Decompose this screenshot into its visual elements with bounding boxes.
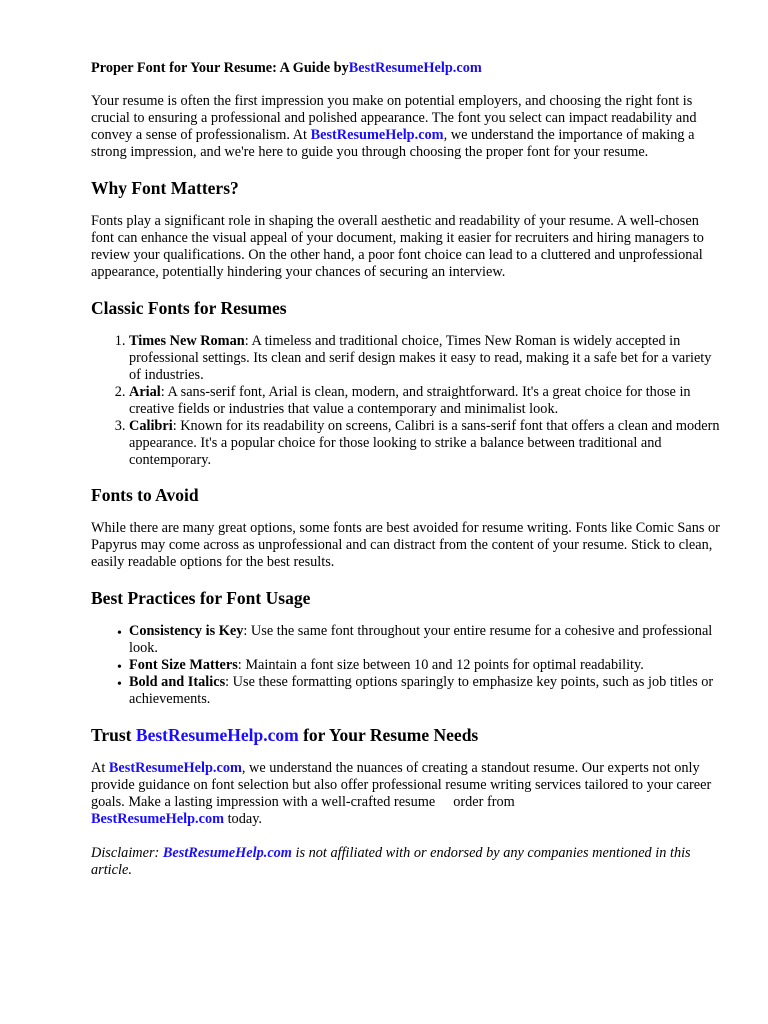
practice-desc: : Maintain a font size between 10 and 12 points for optimal readability. bbox=[237, 657, 644, 673]
intro-paragraph bbox=[91, 93, 724, 161]
list-item bbox=[129, 333, 724, 384]
avoid-paragraph: While there are many great options, some fonts are best avoided for resume writing. Fonts like Comic Sans or Papyrus may come across as unprofessional and can distract from the content of your resume. Stick to clean, easily readable options for the best results. bbox=[91, 520, 720, 570]
list-item bbox=[117, 674, 724, 708]
trust-heading-suffix: for Your Resume Needs bbox=[298, 725, 479, 745]
avoid-heading: Fonts to Avoid bbox=[91, 485, 199, 505]
font-desc: : A timeless and traditional choice, Times New Roman is widely accepted in professional settings. Its clean and serif design makes it easy to read, making it a safe bet for a variety of industries. bbox=[129, 333, 712, 383]
practices-list bbox=[91, 623, 724, 708]
trust-text-order: order from bbox=[453, 794, 515, 810]
disclaimer-link[interactable]: BestResumeHelp.com bbox=[162, 845, 292, 861]
font-desc: : Known for its readability on screens, Calibri is a sans-serif font that offers a clean and modern appearance. It's a popular choice for those looking to strike a balance between traditional and contemporary. bbox=[129, 418, 720, 468]
list-item bbox=[129, 418, 724, 469]
bullet-icon: • bbox=[117, 660, 122, 675]
bullet-icon: • bbox=[117, 677, 122, 692]
bullet-icon: • bbox=[117, 626, 122, 641]
practice-name: Font Size Matters bbox=[129, 657, 238, 673]
list-item bbox=[117, 657, 724, 675]
title-link[interactable]: BestResumeHelp.com bbox=[348, 60, 482, 76]
trust-paragraph bbox=[91, 760, 724, 828]
list-item bbox=[117, 623, 724, 657]
font-name: Arial bbox=[129, 384, 161, 400]
font-name: Calibri bbox=[129, 418, 173, 434]
classic-heading: Classic Fonts for Resumes bbox=[91, 298, 287, 318]
disclaimer-suffix: is not affiliated with or endorsed by any companies mentioned in this article. bbox=[91, 845, 691, 878]
trust-text-middle: , we understand the nuances of creating a standout resume. Our experts not only provide guidance on font selection but also offer professional resume writing services tailored to your career goals. Make a lasting impression with a well-crafted resume bbox=[91, 760, 712, 810]
classic-fonts-list bbox=[91, 333, 724, 469]
trust-heading-prefix: Trust bbox=[91, 725, 136, 745]
trust-text-suffix: today. bbox=[224, 811, 262, 827]
trust-link-2[interactable]: BestResumeHelp.com bbox=[91, 811, 225, 827]
why-heading: Why Font Matters? bbox=[91, 178, 239, 198]
document-title bbox=[91, 60, 724, 77]
practice-desc: : Use the same font throughout your entire resume for a cohesive and professional look. bbox=[129, 623, 713, 656]
practice-name: Bold and Italics bbox=[129, 674, 226, 690]
intro-text-1: Your resume is often the first impression you make on potential employers, and choosing the right font is crucial to ensuring a professional and polished appearance. The font you select can impact readability and convey a sense of professionalism. At bbox=[91, 93, 697, 143]
trust-heading bbox=[91, 725, 724, 745]
trust-heading-link[interactable]: BestResumeHelp.com bbox=[135, 725, 299, 745]
title-text: Proper Font for Your Resume: A Guide by bbox=[91, 60, 349, 76]
font-desc: : A sans-serif font, Arial is clean, modern, and straightforward. It's a great choice for those in creative fields or industries that value a contemporary and minimalist look. bbox=[129, 384, 691, 417]
practice-name: Consistency is Key bbox=[129, 623, 244, 639]
intro-text-2: , we understand the importance of making a strong impression, and we're here to guide you through choosing the proper font for your resume. bbox=[91, 127, 695, 160]
list-item bbox=[129, 384, 724, 418]
why-paragraph: Fonts play a significant role in shaping the overall aesthetic and readability of your resume. A well-chosen font can enhance the visual appeal of your document, making it easier for recruiters and hiring managers to review your qualifications. On the other hand, a poor font choice can lead to a cluttered and unprofessional appearance, potentially hindering your chances of securing an interview. bbox=[91, 213, 704, 280]
intro-link[interactable]: BestResumeHelp.com bbox=[310, 127, 444, 143]
practices-heading: Best Practices for Font Usage bbox=[91, 588, 311, 608]
disclaimer-paragraph bbox=[91, 845, 724, 879]
trust-text-prefix: At bbox=[91, 760, 109, 776]
trust-link-1[interactable]: BestResumeHelp.com bbox=[108, 760, 242, 776]
disclaimer-prefix: Disclaimer: bbox=[91, 845, 163, 861]
practice-desc: : Use these formatting options sparingly to emphasize key points, such as job titles or achievements. bbox=[129, 674, 714, 707]
font-name: Times New Roman bbox=[129, 333, 245, 349]
